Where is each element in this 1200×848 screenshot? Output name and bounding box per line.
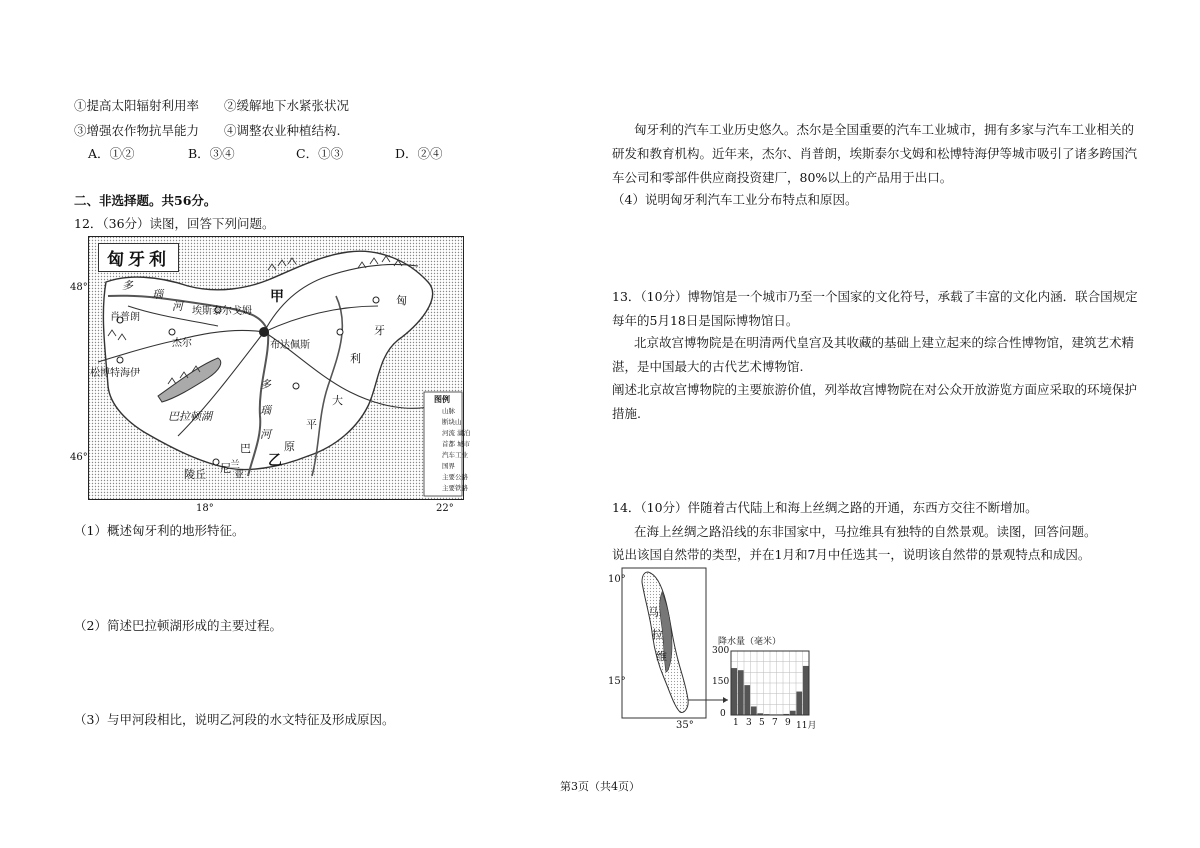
label-he1: 河 <box>172 300 183 313</box>
ytick-150: 150 <box>712 677 730 687</box>
label-jia: 甲 <box>270 289 284 305</box>
q13-line3: 北京故宫博物院是在明清两代皇宫及其收藏的基础上建立起来的综合性博物馆，建筑艺术精 <box>634 335 1135 350</box>
legend-fault-block: 断块山 <box>442 418 462 426</box>
legend-river-lake: 河流 湖泊 <box>442 429 471 437</box>
label-sopron: 肖普朗 <box>110 312 140 323</box>
label-nao1: 瑙 <box>152 288 163 301</box>
precip-bar-10 <box>790 711 796 715</box>
q11-options-line1: ①提高太阳辐射利用率 ②缓解地下水紧张状况 <box>74 98 350 113</box>
label-ni: 尼 <box>220 462 231 475</box>
lat-46: 46° <box>70 452 88 463</box>
chart-ylabel: 降水量（毫米） <box>718 637 782 647</box>
lon-18: 18° <box>196 503 214 514</box>
q12-sub2: （2）简述巴拉顿湖形成的主要过程。 <box>74 618 282 633</box>
label-ba: 巴 <box>240 442 251 455</box>
label-nao2: 瑙 <box>260 404 271 417</box>
malawi-lon-35: 35° <box>676 720 694 731</box>
precip-bar-4 <box>751 706 757 715</box>
label-szombathely: 松博特海伊 <box>90 368 140 379</box>
malawi-lat-10: 10° <box>608 574 626 585</box>
precip-bar-3 <box>744 685 750 715</box>
legend-title: 图例 <box>434 394 450 404</box>
q13-line4: 湛，是中国最大的古代艺术博物馆. <box>612 359 804 374</box>
label-da: 大 <box>332 394 343 407</box>
label-yi: 乙 <box>268 453 282 469</box>
q13-line1: 13．（10分）博物馆是一个城市乃至一个国家的文化符号，承载了丰富的文化内涵．联合国规定 <box>612 289 1138 304</box>
xtick-5: 5 <box>759 718 765 728</box>
q13-line2: 每年的5月18日是国际博物馆日。 <box>612 313 799 328</box>
label-he2: 河 <box>260 428 271 441</box>
lat-48: 48° <box>70 282 88 293</box>
legend-mountain: 山脉 <box>442 407 455 415</box>
choice-b: B．③④ <box>188 146 235 161</box>
label-balaton: 巴拉顿湖 <box>168 410 212 423</box>
malawi-figure <box>610 566 820 736</box>
malawi-name-ma: 马 <box>648 606 659 619</box>
xtick-9: 9 <box>785 718 791 728</box>
q13-line6: 措施. <box>612 406 641 421</box>
choice-a: A．①② <box>88 146 135 161</box>
lon-22: 22° <box>436 503 454 514</box>
legend-auto-industry: 汽车工业 <box>442 451 468 459</box>
q12-sub1: （1）概述匈牙利的地形特征。 <box>74 523 245 538</box>
label-lingqiu: 陵丘 <box>184 468 206 481</box>
label-ya2: 亚 <box>234 470 244 481</box>
label-li: 利 <box>350 352 361 365</box>
precip-bar-12 <box>803 666 809 715</box>
ytick-0: 0 <box>720 709 726 719</box>
label-duo2: 多 <box>260 378 271 391</box>
label-gyor: 杰尔 <box>172 338 192 349</box>
choice-c: C．①③ <box>296 146 344 161</box>
passage-line3: 车公司和零部件供应商投资建厂，80%以上的产品用于出口。 <box>612 170 953 185</box>
passage-line1: 匈牙利的汽车工业历史悠久。杰尔是全国重要的汽车工业城市，拥有多家与汽车工业相关的 <box>634 122 1135 137</box>
map-title: 匈牙利 <box>98 243 179 272</box>
q12-sub3: （3）与甲河段相比，说明乙河段的水文特征及形成原因。 <box>74 712 395 727</box>
q13-line5: 阐述北京故宫博物院的主要旅游价值，列举故宫博物院在对公众开放游览方面应采取的环境保护 <box>612 382 1138 397</box>
label-duo1: 多 <box>122 279 133 292</box>
xtick-7: 7 <box>772 718 778 728</box>
legend-capital-city: 首都 城市 <box>442 440 471 448</box>
passage-line2: 研发和教育机构。近年来，杰尔、肖普朗，埃斯泰尔戈姆和松博特海伊等城市吸引了诸多跨国汽 <box>612 146 1138 161</box>
xtick-3: 3 <box>746 718 752 728</box>
legend-border: 国界 <box>442 462 455 470</box>
precip-bar-1 <box>731 668 737 715</box>
q12-sub4: （4）说明匈牙利汽车工业分布特点和原因。 <box>612 192 858 207</box>
q12-intro: 12．（36分）读图，回答下列问题。 <box>74 216 275 231</box>
label-yuan: 原 <box>284 440 295 453</box>
hungary-map <box>88 236 471 500</box>
xtick-11: 11月 <box>796 721 817 731</box>
q14-line3: 说出该国自然带的类型，并在1月和7月中任选其一，说明该自然带的景观特点和成因。 <box>612 547 1091 562</box>
precip-bar-2 <box>738 670 744 715</box>
xtick-1: 1 <box>733 718 739 728</box>
label-xiong: 匈 <box>396 294 407 307</box>
choice-d: D．②④ <box>395 146 443 161</box>
section-title: 二、非选择题。共56分。 <box>74 193 217 208</box>
malawi-name-wei: 维 <box>656 650 667 663</box>
label-ya: 牙 <box>374 324 385 337</box>
legend-railway: 主要铁路 <box>442 484 468 492</box>
ytick-300: 300 <box>712 646 730 656</box>
label-esztergom: 埃斯泰尔戈姆 <box>192 306 252 317</box>
malawi-lat-15: 15° <box>608 676 626 687</box>
q11-options-line2: ③增强农作物抗旱能力 ④调整农业种植结构. <box>74 123 341 138</box>
label-lan: 兰 <box>230 460 240 471</box>
precip-bar-11 <box>796 692 802 715</box>
legend-highway: 主要公路 <box>442 473 468 481</box>
q14-line2: 在海上丝绸之路沿线的东非国家中，马拉维具有独特的自然景观。读图，回答问题。 <box>634 524 1097 539</box>
label-ping: 平 <box>306 418 317 431</box>
label-budapest: 布达佩斯 <box>270 340 310 351</box>
malawi-name-la: 拉 <box>652 628 663 641</box>
q14-line1: 14．（10分）伴随着古代陆上和海上丝绸之路的开通，东西方交往不断增加。 <box>612 500 1038 515</box>
page-footer: 第3页（共4页） <box>560 780 640 793</box>
